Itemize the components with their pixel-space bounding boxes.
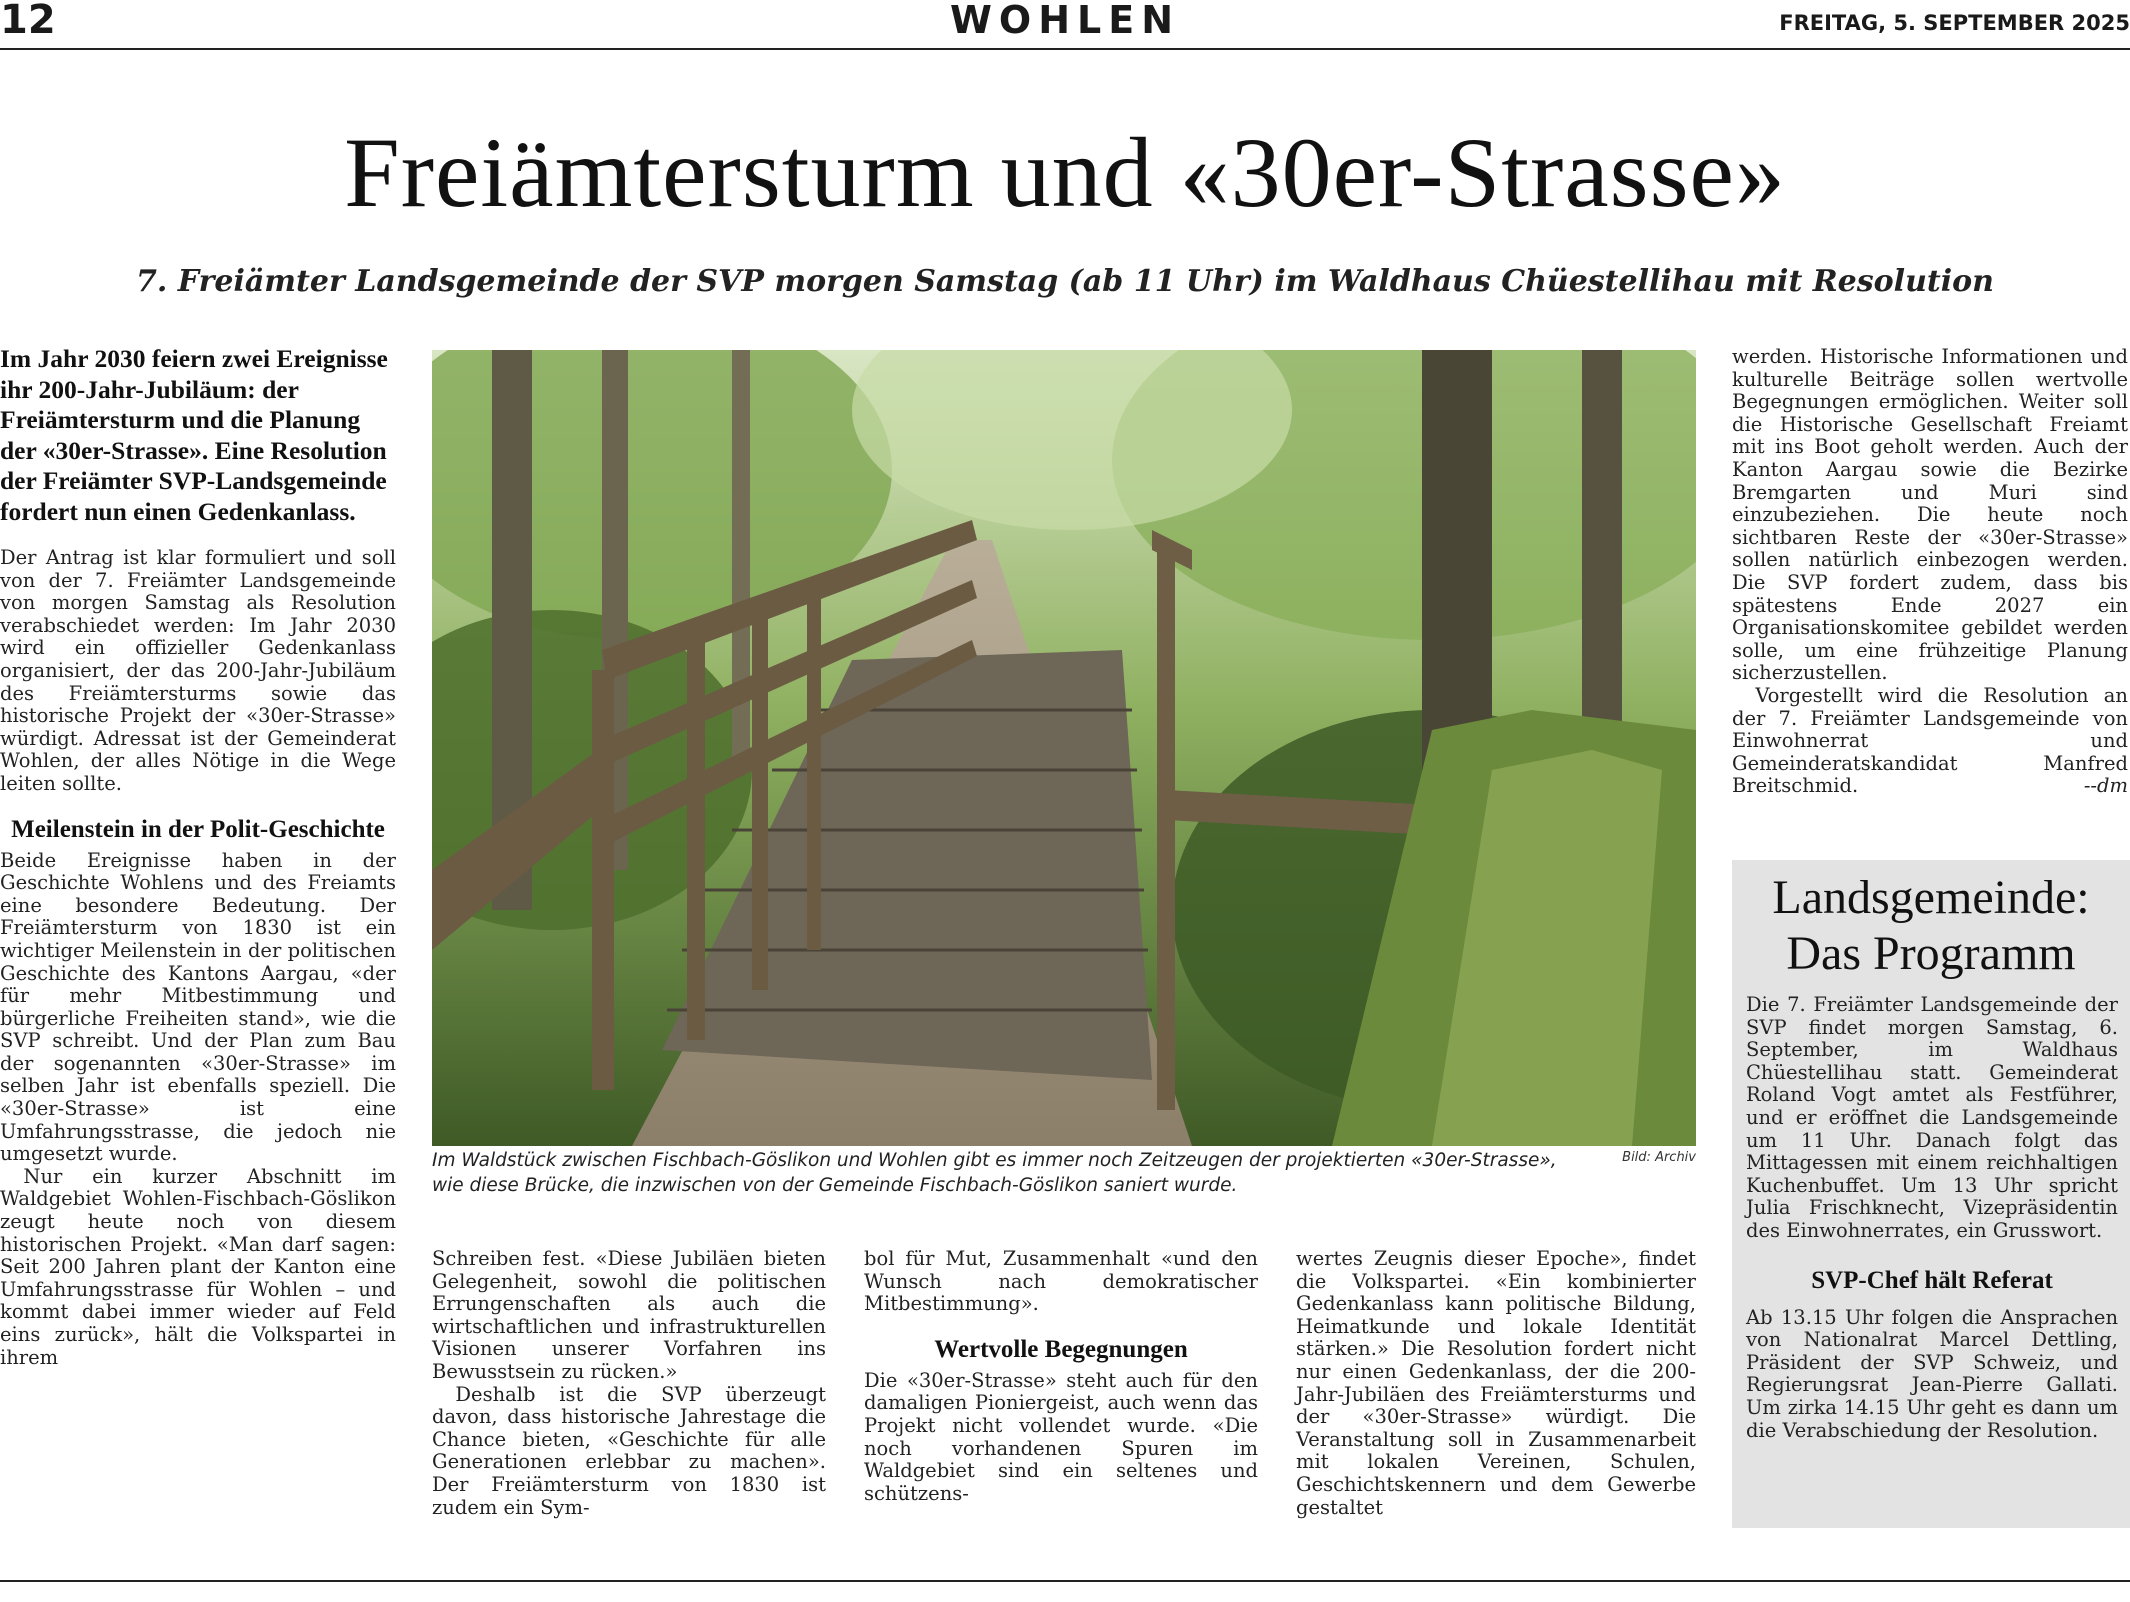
column-1	[0, 344, 396, 1369]
sidebar-paragraph: Die 7. Freiämter Landsgemeinde der SVP findet morgen Samstag, 6. September, im Waldhaus Chüestellihau statt. Gemeinderat Roland Vogt amtet als Festführer, und er eröffnet die Landsgemeinde um 11 Uhr. Danach folgt das Mittagessen mit einem reichhaltigen Kuchenbuffet. Um 13 Uhr spricht Julia Frischknecht, Vizepräsidentin des Einwohnerrates, ein Grusswort.	[1746, 993, 2118, 1242]
header-rule	[0, 48, 2130, 50]
page-number: 12	[0, 0, 56, 43]
sidebar-title: Landsgemeinde: Das Programm	[1772, 871, 2090, 980]
photo-caption: Im Waldstück zwischen Fischbach-Göslikon und Wohlen gibt es immer noch Zeitzeugen der projektierten «30er-Strasse», wie diese Brücke, die inzwischen von der Gemeinde Fischbach-Göslikon saniert wurde.	[432, 1150, 1557, 1196]
photo-credit: Bild: Archiv	[1622, 1150, 1696, 1165]
body-paragraph-text: Vorgestellt wird die Resolution an der 7. Freiämter Landsgemeinde von Einwohnerrat und Gemeinderatskandidat Manfred Breitschmid.	[1732, 683, 2128, 798]
sidebar-text	[1746, 994, 2118, 1442]
footer-rule	[0, 1580, 2130, 1582]
body-paragraph	[1732, 685, 2128, 798]
body-paragraph: Deshalb ist die SVP überzeugt davon, dass historische Jahrestage die Chance bieten, «Geschichte für alle Generationen erlebbar zu machen». Der Freiämtersturm von 1830 ist zudem ein Sym-	[432, 1382, 826, 1519]
body-paragraph: wertes Zeugnis dieser Epoche», findet die Volkspartei. «Ein kombinierter Gedenkanlass kann politische Bildung, Heimatkunde und lokale Identität stärken.» Die Resolution fordert nicht nur einen Gedenkanlass, der die 200-Jahr-Jubiläen des Freiämtersturms und der «30er-Strasse» würdigt. Die Veranstaltung soll in Zusammenarbeit mit lokalen Vereinen, Schulen, Geschichtskennern und dem Gewerbe gestaltet	[1296, 1247, 1696, 1519]
column-4	[1296, 1248, 1696, 1519]
body-paragraph: bol für Mut, Zusammenhalt «und den Wunsch nach demokratischer Mitbestimmung».	[864, 1247, 1258, 1316]
body-paragraph: Nur ein kurzer Abschnitt im Waldgebiet Wohlen-Fischbach-Göslikon zeugt heute noch von diesem historischen Projekt. «Man darf sagen: Seit 200 Jahren plant der Kanton eine Umfahrungsstrasse für Wohlen – und kommt dabei immer wieder auf Feld eins zurück», hält die Volkspartei in ihrem	[0, 1164, 396, 1369]
bridge-in-forest-image	[432, 350, 1696, 1146]
sidebar-crosshead: SVP-Chef hält Referat	[1811, 1266, 2053, 1294]
article-lead: Im Jahr 2030 feiern zwei Ereignisse ihr 200-Jahr-Jubiläum: der Freiämtersturm und die Planung der «30er-Strasse». Eine Resolution der Freiämter SVP-Landsgemeinde fordert nun einen Gedenkanlass.	[0, 344, 388, 526]
body-paragraph: Die «30er-Strasse» steht auch für den damaligen Pioniergeist, auch wenn das Projekt nicht vollendet wurde. «Die noch vorhandenen Spuren im Waldgebiet sind ein seltenes und schützens-	[864, 1368, 1258, 1505]
body-paragraph: Beide Ereignisse haben in der Geschichte Wohlens und des Freiamts eine besondere Bedeutung. Der Freiämtersturm von 1830 ist ein wichtiger Meilenstein in der politischen Geschichte des Kantons Aargau, «der für mehr Mitbestimmung und bürgerliche Freiheiten stand», wie die SVP schreibt. Und der Plan zum Bau der sogenannten «30er-Strasse» im selben Jahr ist ebenfalls speziell. Die «30er-Strasse» ist eine Umfahrungsstrasse, die jedoch nie umgesetzt wurde.	[0, 848, 396, 1166]
column-2	[432, 1248, 826, 1519]
column-3	[864, 1248, 1258, 1505]
article-subhead: 7. Freiämter Landsgemeinde der SVP morgen Samstag (ab 11 Uhr) im Waldhaus Chüestellihau mit Resolution	[136, 264, 1994, 299]
article-photo	[432, 350, 1696, 1146]
section-title: WOHLEN	[950, 0, 1180, 42]
sidebar-paragraph: Ab 13.15 Uhr folgen die Ansprachen von Nationalrat Marcel Dettling, Präsident der SVP Schweiz, und Regierungsrat Jean-Pierre Gallati. Um zirka 14.15 Uhr geht es dann um die Verabschiedung der Resolution.	[1746, 1305, 2118, 1442]
issue-date: FREITAG, 5. SEPTEMBER 2025	[1779, 11, 2130, 35]
body-paragraph: Der Antrag ist klar formuliert und soll von der 7. Freiämter Landsgemeinde von morgen Samstag als Resolution verabschiedet werden: Im Jahr 2030 wird ein offizieller Gedenkanlass organisiert, der das 200-Jahr-Jubiläum des Freiämtersturms sowie das historische Projekt der «30er-Strasse» würdigt. Adressat ist der Gemeinderat Wohlen, der alles Nötige in die Wege leiten sollte.	[0, 546, 396, 795]
author-signoff: --dm	[2083, 774, 2128, 798]
article-headline: Freiämtersturm und «30er-Strasse»	[344, 117, 1786, 228]
crosshead-begegnungen: Wertvolle Begegnungen	[934, 1335, 1188, 1363]
column-5	[1732, 346, 2128, 798]
crosshead-meilenstein: Meilenstein in der Polit-Geschichte	[11, 815, 385, 843]
body-paragraph: werden. Historische Informationen und kulturelle Beiträge sollen wertvolle Begegnungen ermöglichen. Weiter soll die Historische Gesellschaft Freiamt mit ins Boot geholt werden. Auch der Kanton Aargau sowie die Bezirke Bremgarten und Muri sind einzubeziehen. Die heute noch sichtbaren Reste der «30er-Strasse» sollen natürlich einbezogen werden. Die SVP fordert zudem, dass bis spätestens Ende 2027 ein Organisationskomitee gebildet werden solle, um eine frühzeitige Planung sicherzustellen.	[1732, 345, 2128, 685]
body-paragraph: Schreiben fest. «Diese Jubiläen bieten Gelegenheit, sowohl die politischen Errungenschaften als auch die wirtschaftlichen und infrastrukturellen Visionen unserer Vorfahren ins Bewusstsein zu rücken.»	[432, 1247, 826, 1383]
